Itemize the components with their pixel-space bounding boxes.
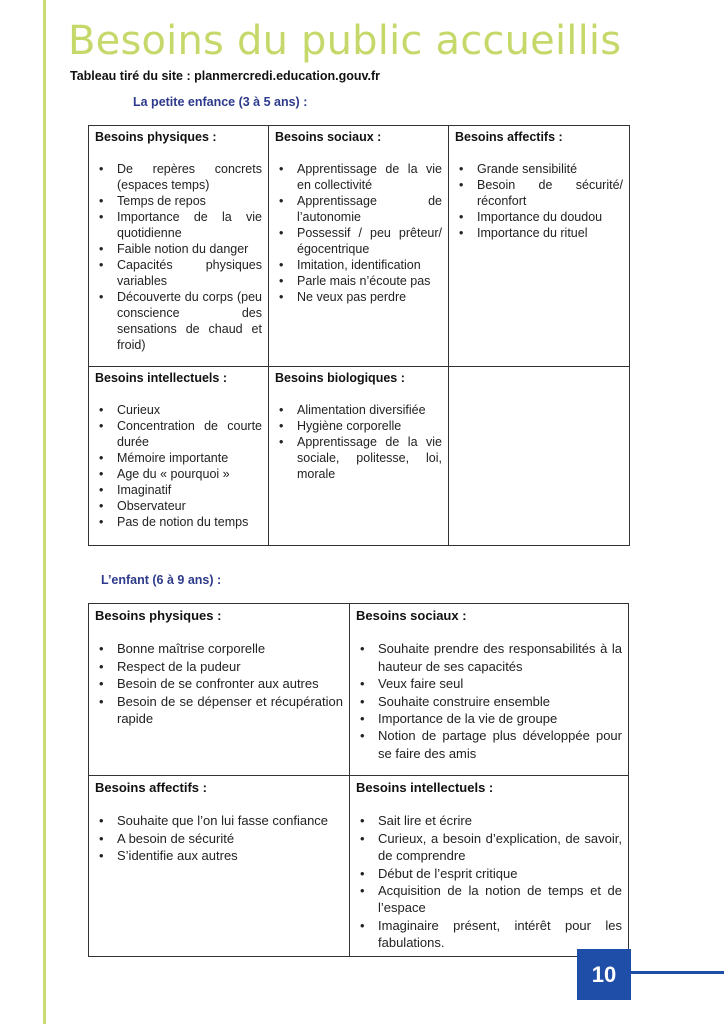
list-item: • Temps de repos bbox=[117, 193, 262, 209]
cell-besoins-physiques bbox=[89, 126, 269, 367]
list-item: • Sait lire et écrire bbox=[378, 812, 622, 829]
section-title-enfant: L’enfant (6 à 9 ans) : bbox=[101, 573, 222, 587]
needs-table-enfant bbox=[88, 603, 629, 957]
cell-besoins-physiques bbox=[89, 604, 350, 776]
list-item: • Pas de notion du temps bbox=[117, 514, 262, 530]
list-item: • Curieux, a besoin d’explication, de savoir, de comprendre bbox=[378, 830, 622, 865]
needs-list bbox=[275, 161, 442, 305]
list-item: • Importance du doudou bbox=[477, 209, 623, 225]
cell-besoins-intellectuels bbox=[89, 367, 269, 546]
list-item: • Hygiène corporelle bbox=[297, 418, 442, 434]
cell-heading: Besoins affectifs : bbox=[95, 780, 207, 795]
list-item: • Veux faire seul bbox=[378, 675, 622, 692]
list-item: • Imaginaire présent, intérêt pour les fabulations. bbox=[378, 917, 622, 952]
list-item: • Importance de la vie quotidienne bbox=[117, 209, 262, 241]
list-item: • Imitation, identification bbox=[297, 257, 442, 273]
list-item: • A besoin de sécurité bbox=[117, 830, 343, 847]
section-title-petite-enfance: La petite enfance (3 à 5 ans) : bbox=[133, 95, 308, 109]
cell-heading: Besoins sociaux : bbox=[275, 130, 382, 144]
list-item: • Apprentissage de la vie sociale, politesse, loi, morale bbox=[297, 434, 442, 482]
needs-list bbox=[95, 161, 262, 353]
list-item: • Souhaite que l’on lui fasse confiance bbox=[117, 812, 343, 829]
list-item: • Mémoire importante bbox=[117, 450, 262, 466]
list-item: • Notion de partage plus développée pour se faire des amis bbox=[378, 727, 622, 762]
list-item: • Début de l’esprit critique bbox=[378, 865, 622, 882]
needs-list bbox=[455, 161, 623, 241]
cell-besoins-sociaux bbox=[350, 604, 629, 776]
cell-besoins-affectifs bbox=[449, 126, 630, 367]
list-item: • Capacités physiques variables bbox=[117, 257, 262, 289]
list-item: • De repères concrets (espaces temps) bbox=[117, 161, 262, 193]
needs-list bbox=[95, 640, 343, 727]
cell-heading: Besoins physiques : bbox=[95, 130, 217, 144]
list-item: • Possessif / peu prêteur/ égocentrique bbox=[297, 225, 442, 257]
list-item: • Bonne maîtrise corporelle bbox=[117, 640, 343, 657]
list-item: • Apprentissage de la vie en collectivité bbox=[297, 161, 442, 193]
list-item: • Imaginatif bbox=[117, 482, 262, 498]
page-title: Besoins du public accueillis bbox=[68, 18, 622, 64]
cell-besoins-intellectuels bbox=[350, 776, 629, 957]
page-number-badge bbox=[577, 949, 631, 1000]
cell-besoins-biologiques bbox=[269, 367, 449, 546]
needs-list bbox=[95, 402, 262, 530]
source-caption: Tableau tiré du site : planmercredi.education.gouv.fr bbox=[70, 69, 381, 83]
list-item: • Concentration de courte durée bbox=[117, 418, 262, 450]
cell-heading: Besoins affectifs : bbox=[455, 130, 563, 144]
list-item: • Faible notion du danger bbox=[117, 241, 262, 257]
list-item: • S’identifie aux autres bbox=[117, 847, 343, 864]
list-item: • Besoin de se confronter aux autres bbox=[117, 675, 343, 692]
cell-heading: Besoins intellectuels : bbox=[95, 371, 227, 385]
list-item: • Alimentation diversifiée bbox=[297, 402, 442, 418]
list-item: • Souhaite construire ensemble bbox=[378, 693, 622, 710]
page-number-rule bbox=[631, 971, 724, 974]
list-item: • Age du « pourquoi » bbox=[117, 466, 262, 482]
cell-empty bbox=[449, 367, 630, 546]
list-item: • Apprentissage de l’autonomie bbox=[297, 193, 442, 225]
needs-list bbox=[356, 640, 622, 762]
list-item: • Souhaite prendre des responsabilités à la hauteur de ses capacités bbox=[378, 640, 622, 675]
list-item: • Importance de la vie de groupe bbox=[378, 710, 622, 727]
list-item: • Respect de la pudeur bbox=[117, 658, 343, 675]
list-item: • Besoin de se dépenser et récupération rapide bbox=[117, 693, 343, 728]
needs-list bbox=[95, 812, 343, 864]
cell-heading: Besoins sociaux : bbox=[356, 608, 467, 623]
needs-list bbox=[275, 402, 442, 482]
cell-heading: Besoins biologiques : bbox=[275, 371, 405, 385]
cell-besoins-affectifs bbox=[89, 776, 350, 957]
cell-heading: Besoins intellectuels : bbox=[356, 780, 494, 795]
cell-besoins-sociaux bbox=[269, 126, 449, 367]
list-item: • Curieux bbox=[117, 402, 262, 418]
list-item: • Grande sensibilité bbox=[477, 161, 623, 177]
cell-heading: Besoins physiques : bbox=[95, 608, 222, 623]
page-number: 10 bbox=[591, 961, 617, 987]
list-item: • Importance du rituel bbox=[477, 225, 623, 241]
list-item: • Observateur bbox=[117, 498, 262, 514]
list-item: • Ne veux pas perdre bbox=[297, 289, 442, 305]
list-item: • Acquisition de la notion de temps et de l’espace bbox=[378, 882, 622, 917]
list-item: • Besoin de sécurité/ réconfort bbox=[477, 177, 623, 209]
needs-table-petite-enfance bbox=[88, 125, 630, 546]
needs-list bbox=[356, 812, 622, 951]
left-accent-bar bbox=[43, 0, 46, 1024]
list-item: • Parle mais n’écoute pas bbox=[297, 273, 442, 289]
list-item: • Découverte du corps (peu conscience des sensations de chaud et froid) bbox=[117, 289, 262, 353]
